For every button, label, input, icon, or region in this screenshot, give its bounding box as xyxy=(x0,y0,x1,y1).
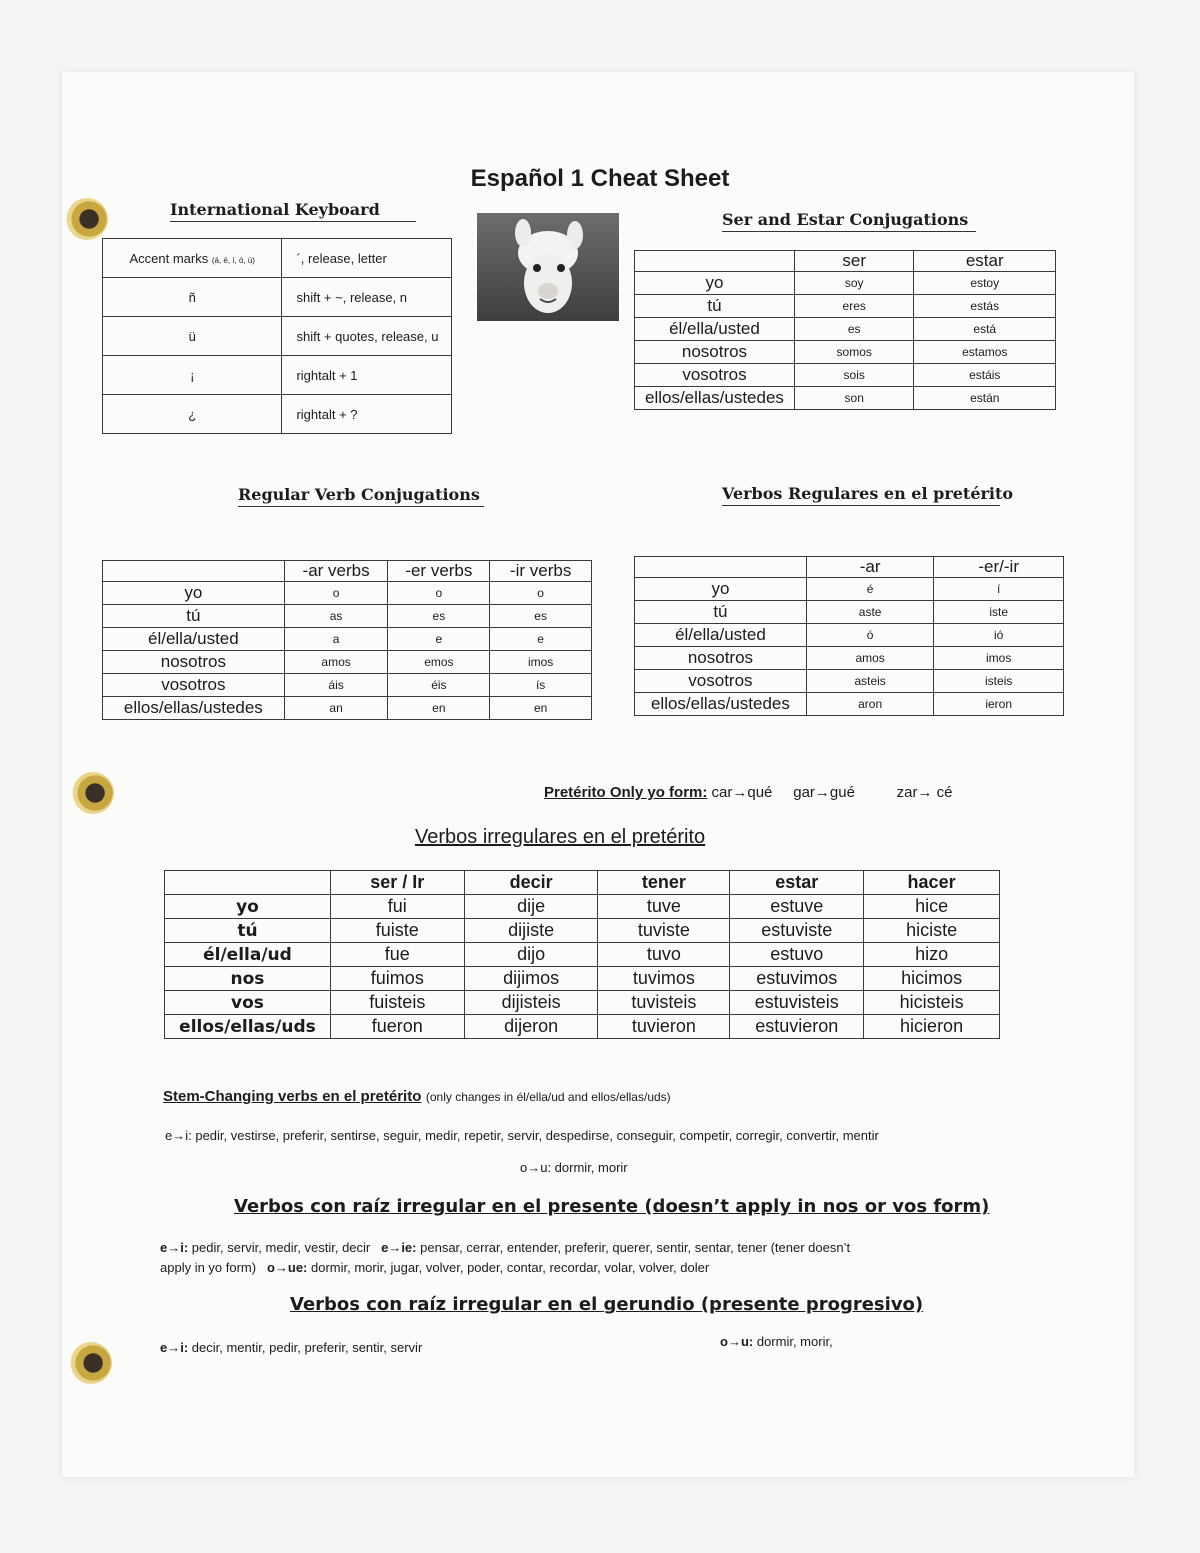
conjugation-cell: fue xyxy=(330,943,464,967)
column-header: decir xyxy=(464,871,598,895)
table-row xyxy=(103,651,592,674)
conjugation-cell: tuvo xyxy=(598,943,730,967)
ending-cell: imos xyxy=(490,651,592,674)
stem-present-line-1 xyxy=(160,1240,850,1255)
column-header: hacer xyxy=(864,871,1000,895)
column-header: -er/-ir xyxy=(934,557,1064,578)
table-row xyxy=(635,272,1056,295)
binder-hole-middle xyxy=(72,772,114,814)
conjugation-cell: tuve xyxy=(598,895,730,919)
pronoun-cell: vosotros xyxy=(635,364,795,387)
ending-cell: isteis xyxy=(934,670,1064,693)
ser-estar-table xyxy=(634,250,1056,410)
irregular-heading: Verbos irregulares en el pretérito xyxy=(415,826,706,848)
keyboard-heading: International Keyboard xyxy=(170,200,416,222)
conjugation-cell: es xyxy=(794,318,914,341)
preterite-table xyxy=(634,556,1064,716)
table-row xyxy=(165,919,1000,943)
ending-cell: ieron xyxy=(934,693,1064,716)
column-header: tener xyxy=(598,871,730,895)
ending-cell: an xyxy=(284,697,388,720)
pronoun-cell: él/ella/usted xyxy=(635,318,795,341)
rule-e-i: e→i: xyxy=(160,1340,189,1355)
conjugation-cell: son xyxy=(794,387,914,410)
table-row xyxy=(165,895,1000,919)
table-row xyxy=(165,943,1000,967)
column-header: -ar xyxy=(806,557,934,578)
conjugation-cell: hicimos xyxy=(864,967,1000,991)
ending-cell: aron xyxy=(806,693,934,716)
yo-form-note: apply in yo form) xyxy=(160,1260,257,1275)
keys-cell: shift + ~, release, n xyxy=(282,278,452,317)
pronoun-cell: yo xyxy=(165,895,331,919)
pronoun-cell: tú xyxy=(103,605,285,628)
char-cell: ñ xyxy=(103,278,282,317)
conjugation-cell: dijiste xyxy=(464,919,598,943)
ending-cell: en xyxy=(490,697,592,720)
pronoun-cell: tú xyxy=(635,601,807,624)
rule-e-i: e→i: xyxy=(160,1240,189,1255)
preterite-heading: Verbos Regulares en el pretérito xyxy=(722,484,1000,506)
table-row xyxy=(103,628,592,651)
column-header xyxy=(103,561,285,582)
table-row xyxy=(103,356,452,395)
stem-present-line-2 xyxy=(160,1260,709,1275)
conjugation-cell: estamos xyxy=(914,341,1056,364)
ending-cell: e xyxy=(490,628,592,651)
stem-gerund-right xyxy=(720,1334,833,1349)
column-header: estar xyxy=(914,251,1056,272)
table-header-row xyxy=(635,251,1056,272)
conjugation-cell: tuviste xyxy=(598,919,730,943)
ending-cell: é xyxy=(806,578,934,601)
rule-o-u: o→u: xyxy=(720,1334,754,1349)
stem-preterite-o-u: o→u: dormir, morir xyxy=(520,1160,628,1175)
rule-e-ie-verbs: pensar, cerrar, entender, preferir, querer, sentir, sentar, tener (tener doesn’t xyxy=(420,1240,851,1255)
pronoun-cell: nosotros xyxy=(635,647,807,670)
stem-preterite-note: (only changes in él/ella/ud and ellos/ellas/uds) xyxy=(425,1090,671,1104)
char-cell: ¿ xyxy=(103,395,282,434)
conjugation-cell: hicieron xyxy=(864,1015,1000,1039)
table-row xyxy=(635,318,1056,341)
yo-form-rule: zar→ cé xyxy=(896,784,953,801)
table-header-row xyxy=(165,871,1000,895)
pronoun-cell: vosotros xyxy=(103,674,285,697)
ending-cell: o xyxy=(490,582,592,605)
ending-cell: es xyxy=(490,605,592,628)
ending-cell: áis xyxy=(284,674,388,697)
ser-estar-heading: Ser and Estar Conjugations xyxy=(722,210,976,232)
accent-marks-examples: (á, é, í, ó, ú) xyxy=(211,255,255,265)
rule-e-i-verbs: decir, mentir, pedir, preferir, sentir, servir xyxy=(191,1340,423,1355)
ending-cell: í xyxy=(934,578,1064,601)
table-row xyxy=(635,601,1064,624)
rule-e-i-verbs: pedir, servir, medir, vestir, decir xyxy=(191,1240,371,1255)
column-header: -er verbs xyxy=(388,561,490,582)
conjugation-cell: estás xyxy=(914,295,1056,318)
conjugation-cell: estuvo xyxy=(730,943,864,967)
table-header-row xyxy=(635,557,1064,578)
yo-form-label: Pretérito Only yo form: xyxy=(544,784,708,801)
rule-o-ue-verbs: dormir, morir, jugar, volver, poder, contar, recordar, volar, volver, doler xyxy=(311,1260,710,1275)
rule-o-u-verbs: dormir, morir, xyxy=(756,1334,833,1349)
ending-cell: amos xyxy=(806,647,934,670)
pronoun-cell: él/ella/usted xyxy=(103,628,285,651)
ending-cell: e xyxy=(388,628,490,651)
conjugation-cell: fuisteis xyxy=(330,991,464,1015)
table-row xyxy=(635,578,1064,601)
column-header: -ir verbs xyxy=(490,561,592,582)
conjugation-cell: dije xyxy=(464,895,598,919)
accent-marks-label: Accent marks xyxy=(129,250,209,266)
table-row xyxy=(635,387,1056,410)
ending-cell: es xyxy=(388,605,490,628)
pronoun-cell: ellos/ellas/uds xyxy=(165,1015,331,1039)
conjugation-cell: dijo xyxy=(464,943,598,967)
ending-cell: ís xyxy=(490,674,592,697)
conjugation-cell: fuiste xyxy=(330,919,464,943)
conjugation-cell: hizo xyxy=(864,943,1000,967)
conjugation-cell: dijimos xyxy=(464,967,598,991)
conjugation-cell: sois xyxy=(794,364,914,387)
conjugation-cell: estuve xyxy=(730,895,864,919)
page-title: Español 1 Cheat Sheet xyxy=(470,165,730,192)
stem-present-heading: Verbos con raíz irregular en el presente (doesn’t apply in nos or vos form) xyxy=(234,1196,990,1217)
table-row xyxy=(165,991,1000,1015)
alpaca-photo xyxy=(477,213,619,321)
conjugation-cell: estuvieron xyxy=(730,1015,864,1039)
keys-cell: shift + quotes, release, u xyxy=(282,317,452,356)
char-cell: ü xyxy=(103,317,282,356)
ending-cell: en xyxy=(388,697,490,720)
table-row xyxy=(165,967,1000,991)
table-row xyxy=(103,674,592,697)
pronoun-cell: nosotros xyxy=(103,651,285,674)
column-header xyxy=(165,871,331,895)
pronoun-cell: nos xyxy=(165,967,331,991)
yo-form-line xyxy=(544,784,953,801)
ending-cell: amos xyxy=(284,651,388,674)
binder-hole-bottom xyxy=(70,1342,112,1384)
rule-e-ie: e→ie: xyxy=(381,1240,417,1255)
binder-hole-top xyxy=(66,198,108,240)
char-cell: ¡ xyxy=(103,356,282,395)
table-row xyxy=(103,278,452,317)
conjugation-cell: fuimos xyxy=(330,967,464,991)
pronoun-cell: tú xyxy=(635,295,795,318)
conjugation-cell: fueron xyxy=(330,1015,464,1039)
stem-preterite-heading: Stem-Changing verbs en el pretérito xyxy=(163,1088,422,1105)
pronoun-cell: vos xyxy=(165,991,331,1015)
ending-cell: o xyxy=(388,582,490,605)
table-row xyxy=(635,693,1064,716)
conjugation-cell: somos xyxy=(794,341,914,364)
conjugation-cell: hiciste xyxy=(864,919,1000,943)
ending-cell: a xyxy=(284,628,388,651)
ending-cell: emos xyxy=(388,651,490,674)
ending-cell: as xyxy=(284,605,388,628)
conjugation-cell: estuviste xyxy=(730,919,864,943)
pronoun-cell: tú xyxy=(165,919,331,943)
table-header-row xyxy=(103,561,592,582)
irregular-table xyxy=(164,870,1000,1039)
ending-cell: éis xyxy=(388,674,490,697)
regular-verbs-heading: Regular Verb Conjugations xyxy=(238,485,484,507)
conjugation-cell: fui xyxy=(330,895,464,919)
table-row xyxy=(165,1015,1000,1039)
ending-cell: ó xyxy=(806,624,934,647)
column-header: -ar verbs xyxy=(284,561,388,582)
column-header: ser xyxy=(794,251,914,272)
stem-gerund-left xyxy=(160,1340,422,1355)
keys-cell: rightalt + ? xyxy=(282,395,452,434)
conjugation-cell: estáis xyxy=(914,364,1056,387)
column-header: ser / Ir xyxy=(330,871,464,895)
stem-gerund-heading: Verbos con raíz irregular en el gerundio (presente progresivo) xyxy=(290,1294,924,1315)
table-row xyxy=(635,295,1056,318)
column-header: estar xyxy=(730,871,864,895)
pronoun-cell: ellos/ellas/ustedes xyxy=(635,387,795,410)
pronoun-cell: vosotros xyxy=(635,670,807,693)
table-row xyxy=(103,239,452,278)
pronoun-cell: yo xyxy=(103,582,285,605)
pronoun-cell: yo xyxy=(635,272,795,295)
keys-cell: ´, release, letter xyxy=(282,239,452,278)
conjugation-cell: hicisteis xyxy=(864,991,1000,1015)
table-row xyxy=(103,317,452,356)
ending-cell: ió xyxy=(934,624,1064,647)
table-row xyxy=(635,341,1056,364)
keys-cell: rightalt + 1 xyxy=(282,356,452,395)
conjugation-cell: hice xyxy=(864,895,1000,919)
table-row xyxy=(635,647,1064,670)
table-row xyxy=(103,582,592,605)
alpaca-illustration xyxy=(477,213,619,321)
pronoun-cell: ellos/ellas/ustedes xyxy=(103,697,285,720)
table-row xyxy=(635,670,1064,693)
keyboard-table xyxy=(102,238,452,434)
conjugation-cell: soy xyxy=(794,272,914,295)
pronoun-cell: él/ella/usted xyxy=(635,624,807,647)
conjugation-cell: tuvieron xyxy=(598,1015,730,1039)
conjugation-cell: estuvimos xyxy=(730,967,864,991)
conjugation-cell: dijisteis xyxy=(464,991,598,1015)
ending-cell: asteis xyxy=(806,670,934,693)
stem-preterite-e-i: e→i: pedir, vestirse, preferir, sentirse, seguir, medir, repetir, servir, despedirse, conseguir, competir, corregir, convertir, mentir xyxy=(165,1128,879,1143)
column-header xyxy=(635,251,795,272)
table-row xyxy=(635,624,1064,647)
ending-cell: iste xyxy=(934,601,1064,624)
pronoun-cell: él/ella/ud xyxy=(165,943,331,967)
pronoun-cell: nosotros xyxy=(635,341,795,364)
conjugation-cell: tuvimos xyxy=(598,967,730,991)
conjugation-cell: eres xyxy=(794,295,914,318)
conjugation-cell: está xyxy=(914,318,1056,341)
table-row xyxy=(103,697,592,720)
conjugation-cell: estoy xyxy=(914,272,1056,295)
pronoun-cell: yo xyxy=(635,578,807,601)
conjugation-cell: estuvisteis xyxy=(730,991,864,1015)
table-row xyxy=(103,395,452,434)
ending-cell: imos xyxy=(934,647,1064,670)
conjugation-cell: tuvisteis xyxy=(598,991,730,1015)
column-header xyxy=(635,557,807,578)
ending-cell: o xyxy=(284,582,388,605)
stem-preterite-heading-line xyxy=(163,1088,671,1106)
yo-form-rule: car→qué xyxy=(711,784,773,801)
conjugation-cell: están xyxy=(914,387,1056,410)
table-row xyxy=(635,364,1056,387)
yo-form-rule: gar→gué xyxy=(793,784,855,801)
conjugation-cell: dijeron xyxy=(464,1015,598,1039)
rule-o-ue: o→ue: xyxy=(266,1260,308,1275)
pronoun-cell: ellos/ellas/ustedes xyxy=(635,693,807,716)
ending-cell: aste xyxy=(806,601,934,624)
table-row xyxy=(103,605,592,628)
regular-verbs-table xyxy=(102,560,592,720)
